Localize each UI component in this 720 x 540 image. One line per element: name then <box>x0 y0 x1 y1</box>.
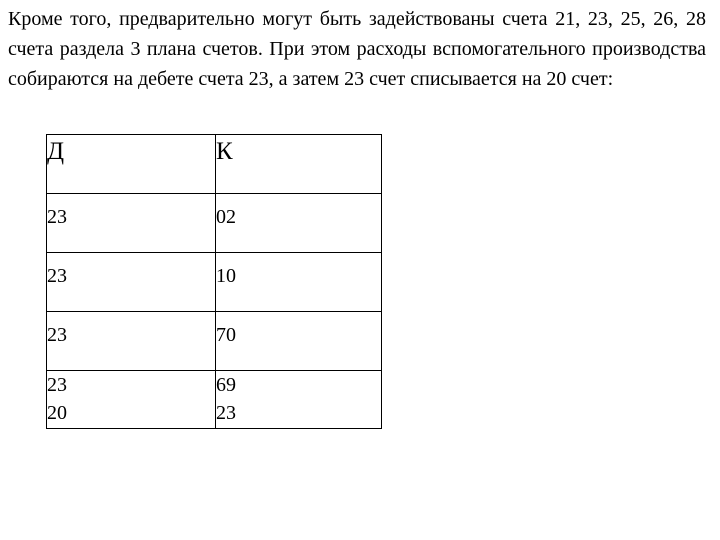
credit-header-label: К <box>216 138 233 165</box>
credit-cell <box>216 253 382 312</box>
table-row <box>47 312 382 371</box>
credit-value: 02 <box>216 206 236 228</box>
credit-cell <box>216 371 382 429</box>
debit-value: 23 <box>47 324 67 346</box>
debit-cell <box>47 253 216 312</box>
account-entries-table <box>46 134 382 429</box>
table-row <box>47 371 382 429</box>
table-row <box>47 253 382 312</box>
debit-cell <box>47 312 216 371</box>
debit-header-label: Д <box>47 138 65 165</box>
debit-cell <box>47 371 216 429</box>
credit-value: 10 <box>216 265 236 287</box>
debit-value: 23 <box>47 206 67 228</box>
debit-value-line-2: 20 <box>47 402 67 424</box>
debit-header <box>47 135 216 194</box>
credit-header <box>216 135 382 194</box>
table-row <box>47 194 382 253</box>
credit-cell <box>216 194 382 253</box>
debit-value-line-1: 23 <box>47 374 67 396</box>
debit-cell <box>47 194 216 253</box>
credit-value-line-1: 69 <box>216 374 236 396</box>
credit-value-line-2: 23 <box>216 402 236 424</box>
intro-paragraph: Кроме того, предварительно могут быть задействованы счета 21, 23, 25, 26, 28 счета раздела 3 плана счетов. При этом расходы вспомогательного производства собираются на дебете счета 23, а затем 23 счет списывается на 20 счет: <box>8 8 706 90</box>
table-header-row <box>47 135 382 194</box>
debit-value: 23 <box>47 265 67 287</box>
credit-cell <box>216 312 382 371</box>
credit-value: 70 <box>216 324 236 346</box>
